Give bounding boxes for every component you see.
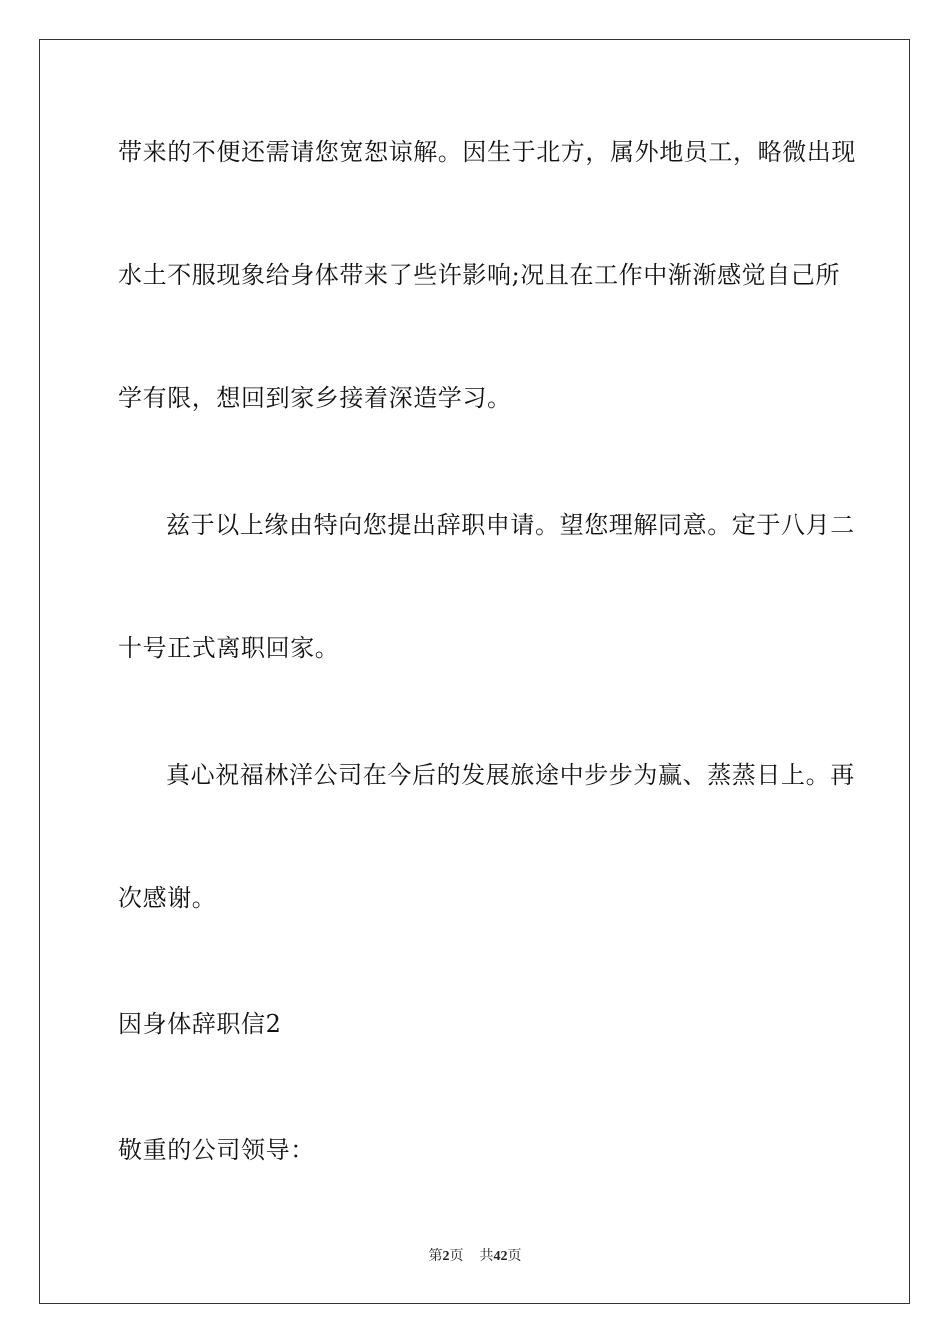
- page-prefix: 第: [428, 1249, 443, 1264]
- body-line-6: 真心祝福林洋公司在今后的发展旅途中步步为赢、蒸蒸日上。再: [166, 761, 855, 789]
- total-pages: 42: [493, 1249, 508, 1264]
- body-line-5: 十号正式离职回家。: [118, 634, 340, 662]
- body-line-2: 水土不服现象给身体带来了些许影响;况且在工作中渐渐感觉自己所: [118, 261, 841, 289]
- page-footer: [0, 1248, 950, 1266]
- salutation: 敬重的公司领导：: [118, 1136, 315, 1164]
- total-prefix: 共: [479, 1249, 494, 1264]
- body-line-1: 带来的不便还需请您宽恕谅解。因生于北方，属外地员工，略微出现: [118, 138, 856, 166]
- section-heading: 因身体辞职信2: [118, 1010, 282, 1038]
- page-suffix: 页: [449, 1249, 464, 1264]
- body-line-3: 学有限，想回到家乡接着深造学习。: [118, 384, 512, 412]
- body-line-4: 兹于以上缘由特向您提出辞职申请。望您理解同意。定于八月二: [166, 511, 855, 539]
- body-line-7: 次感谢。: [118, 884, 217, 912]
- page-number: 2: [442, 1249, 450, 1264]
- page-border: [39, 39, 910, 1304]
- total-suffix: 页: [507, 1249, 522, 1264]
